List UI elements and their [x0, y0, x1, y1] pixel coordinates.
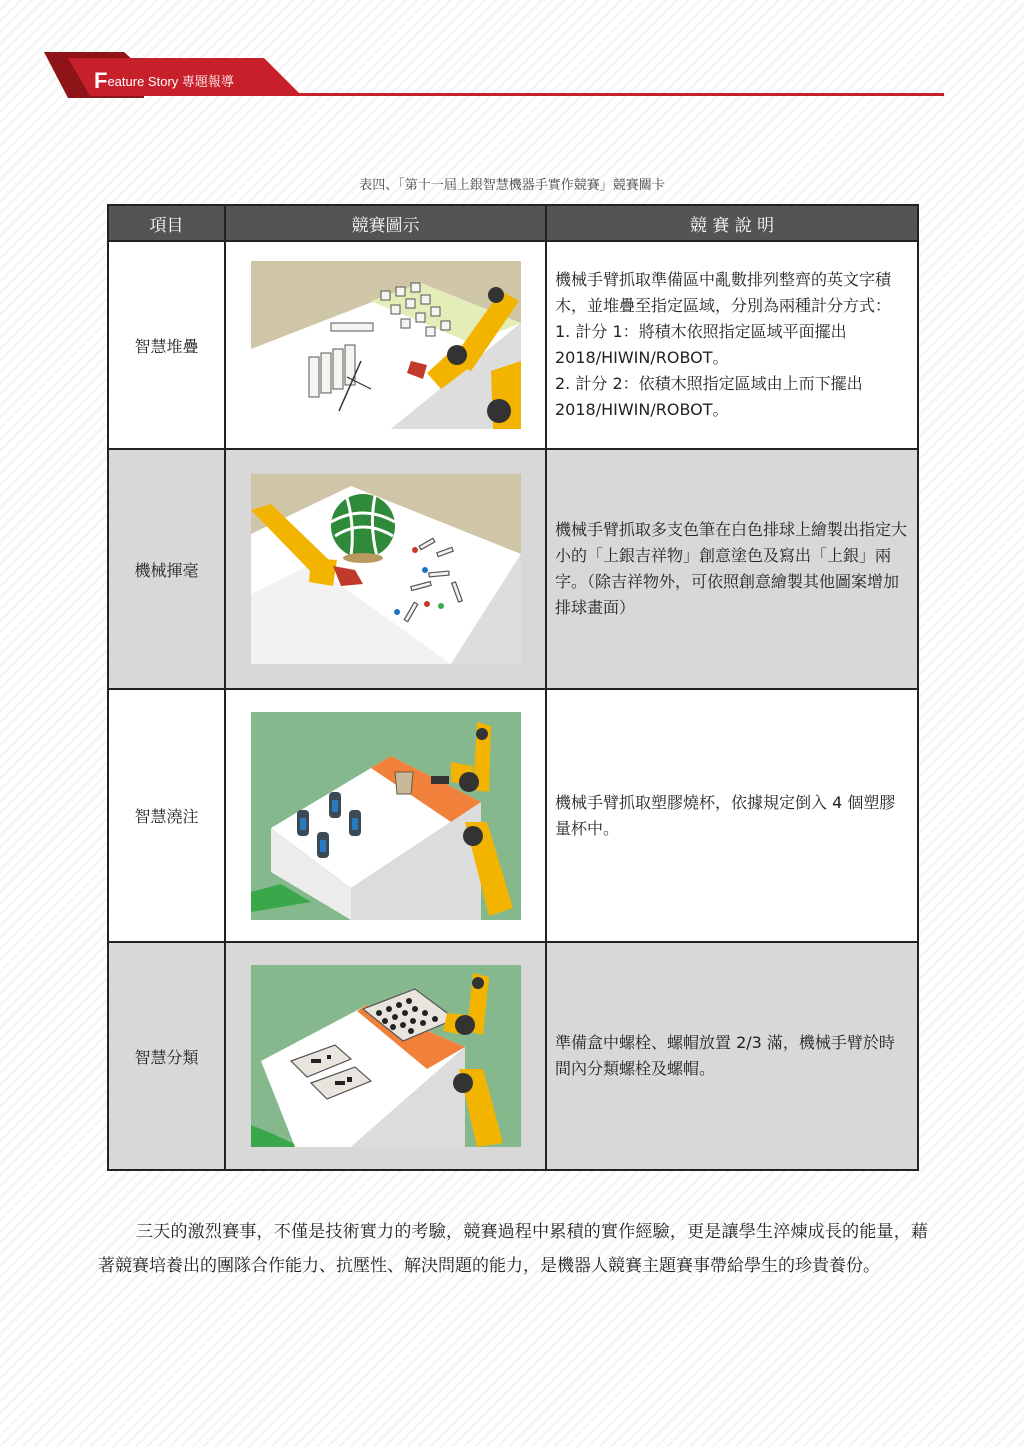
header-item: 項目 [108, 205, 225, 241]
pouring-task-image [251, 712, 521, 920]
table-caption: 表四、「第十一屆上銀智慧機器手實作競賽」競賽關卡 [359, 178, 665, 193]
table-row [108, 449, 918, 689]
row-name: 智慧堆疊 [108, 241, 225, 449]
row-description [546, 689, 918, 942]
row-figure [225, 241, 546, 449]
table-row [108, 241, 918, 449]
header-figure: 競賽圖示 [225, 205, 546, 241]
competition-table [107, 204, 919, 1171]
row-name: 機械揮毫 [108, 449, 225, 689]
header-first-letter: F [94, 68, 108, 93]
row-description [546, 449, 918, 689]
desc-line: 準備盒中螺栓、螺帽放置 2/3 滿，機械手臂於時間內分類螺栓及螺帽。 [555, 1033, 895, 1078]
body-paragraph: 三天的激烈賽事，不僅是技術實力的考驗，競賽過程中累積的實作經驗，更是讓學生淬煉成長的能量，藉著競賽培養出的團隊合作能力、抗壓性、解決問題的能力，是機器人競賽主題賽事帶給學生的珍貴養份。 [98, 1222, 928, 1276]
row-figure [225, 942, 546, 1170]
row-name: 智慧澆注 [108, 689, 225, 942]
stacking-task-image [251, 261, 521, 429]
desc-line: 2. 計分 2：依積木照指定區域由上而下擺出 2018/HIWIN/ROBOT。 [555, 374, 863, 419]
row-description [546, 942, 918, 1170]
row-description [546, 241, 918, 449]
table-row [108, 942, 918, 1170]
header-chinese: 專題報導 [181, 74, 234, 89]
painting-task-image [251, 474, 521, 664]
row-name: 智慧分類 [108, 942, 225, 1170]
header-english: eature Story [107, 74, 179, 89]
page-header [0, 0, 1024, 110]
desc-line: 機械手臂抓取塑膠燒杯，依據規定倒入 4 個塑膠量杯中。 [555, 792, 896, 838]
table-row [108, 689, 918, 942]
header-description: 競 賽 說 明 [546, 205, 918, 241]
desc-line: 1. 計分 1：將積木依照指定區域平面擺出 2018/HIWIN/ROBOT。 [555, 322, 847, 367]
sorting-task-image [251, 965, 521, 1147]
row-figure [225, 449, 546, 689]
header-title [94, 68, 234, 94]
table-header-row [108, 205, 918, 241]
row-figure [225, 689, 546, 942]
header-rule [230, 93, 944, 96]
desc-line: 機械手臂抓取準備區中亂數排列整齊的英文字積木，並堆疊至指定區域，分別為兩種計分方式： [555, 270, 892, 315]
desc-line: 機械手臂抓取多支色筆在白色排球上繪製出指定大小的「上銀吉祥物」創意塗色及寫出「上銀」兩字。（除吉祥物外，可依照創意繪製其他圖案增加排球畫面） [555, 520, 908, 617]
